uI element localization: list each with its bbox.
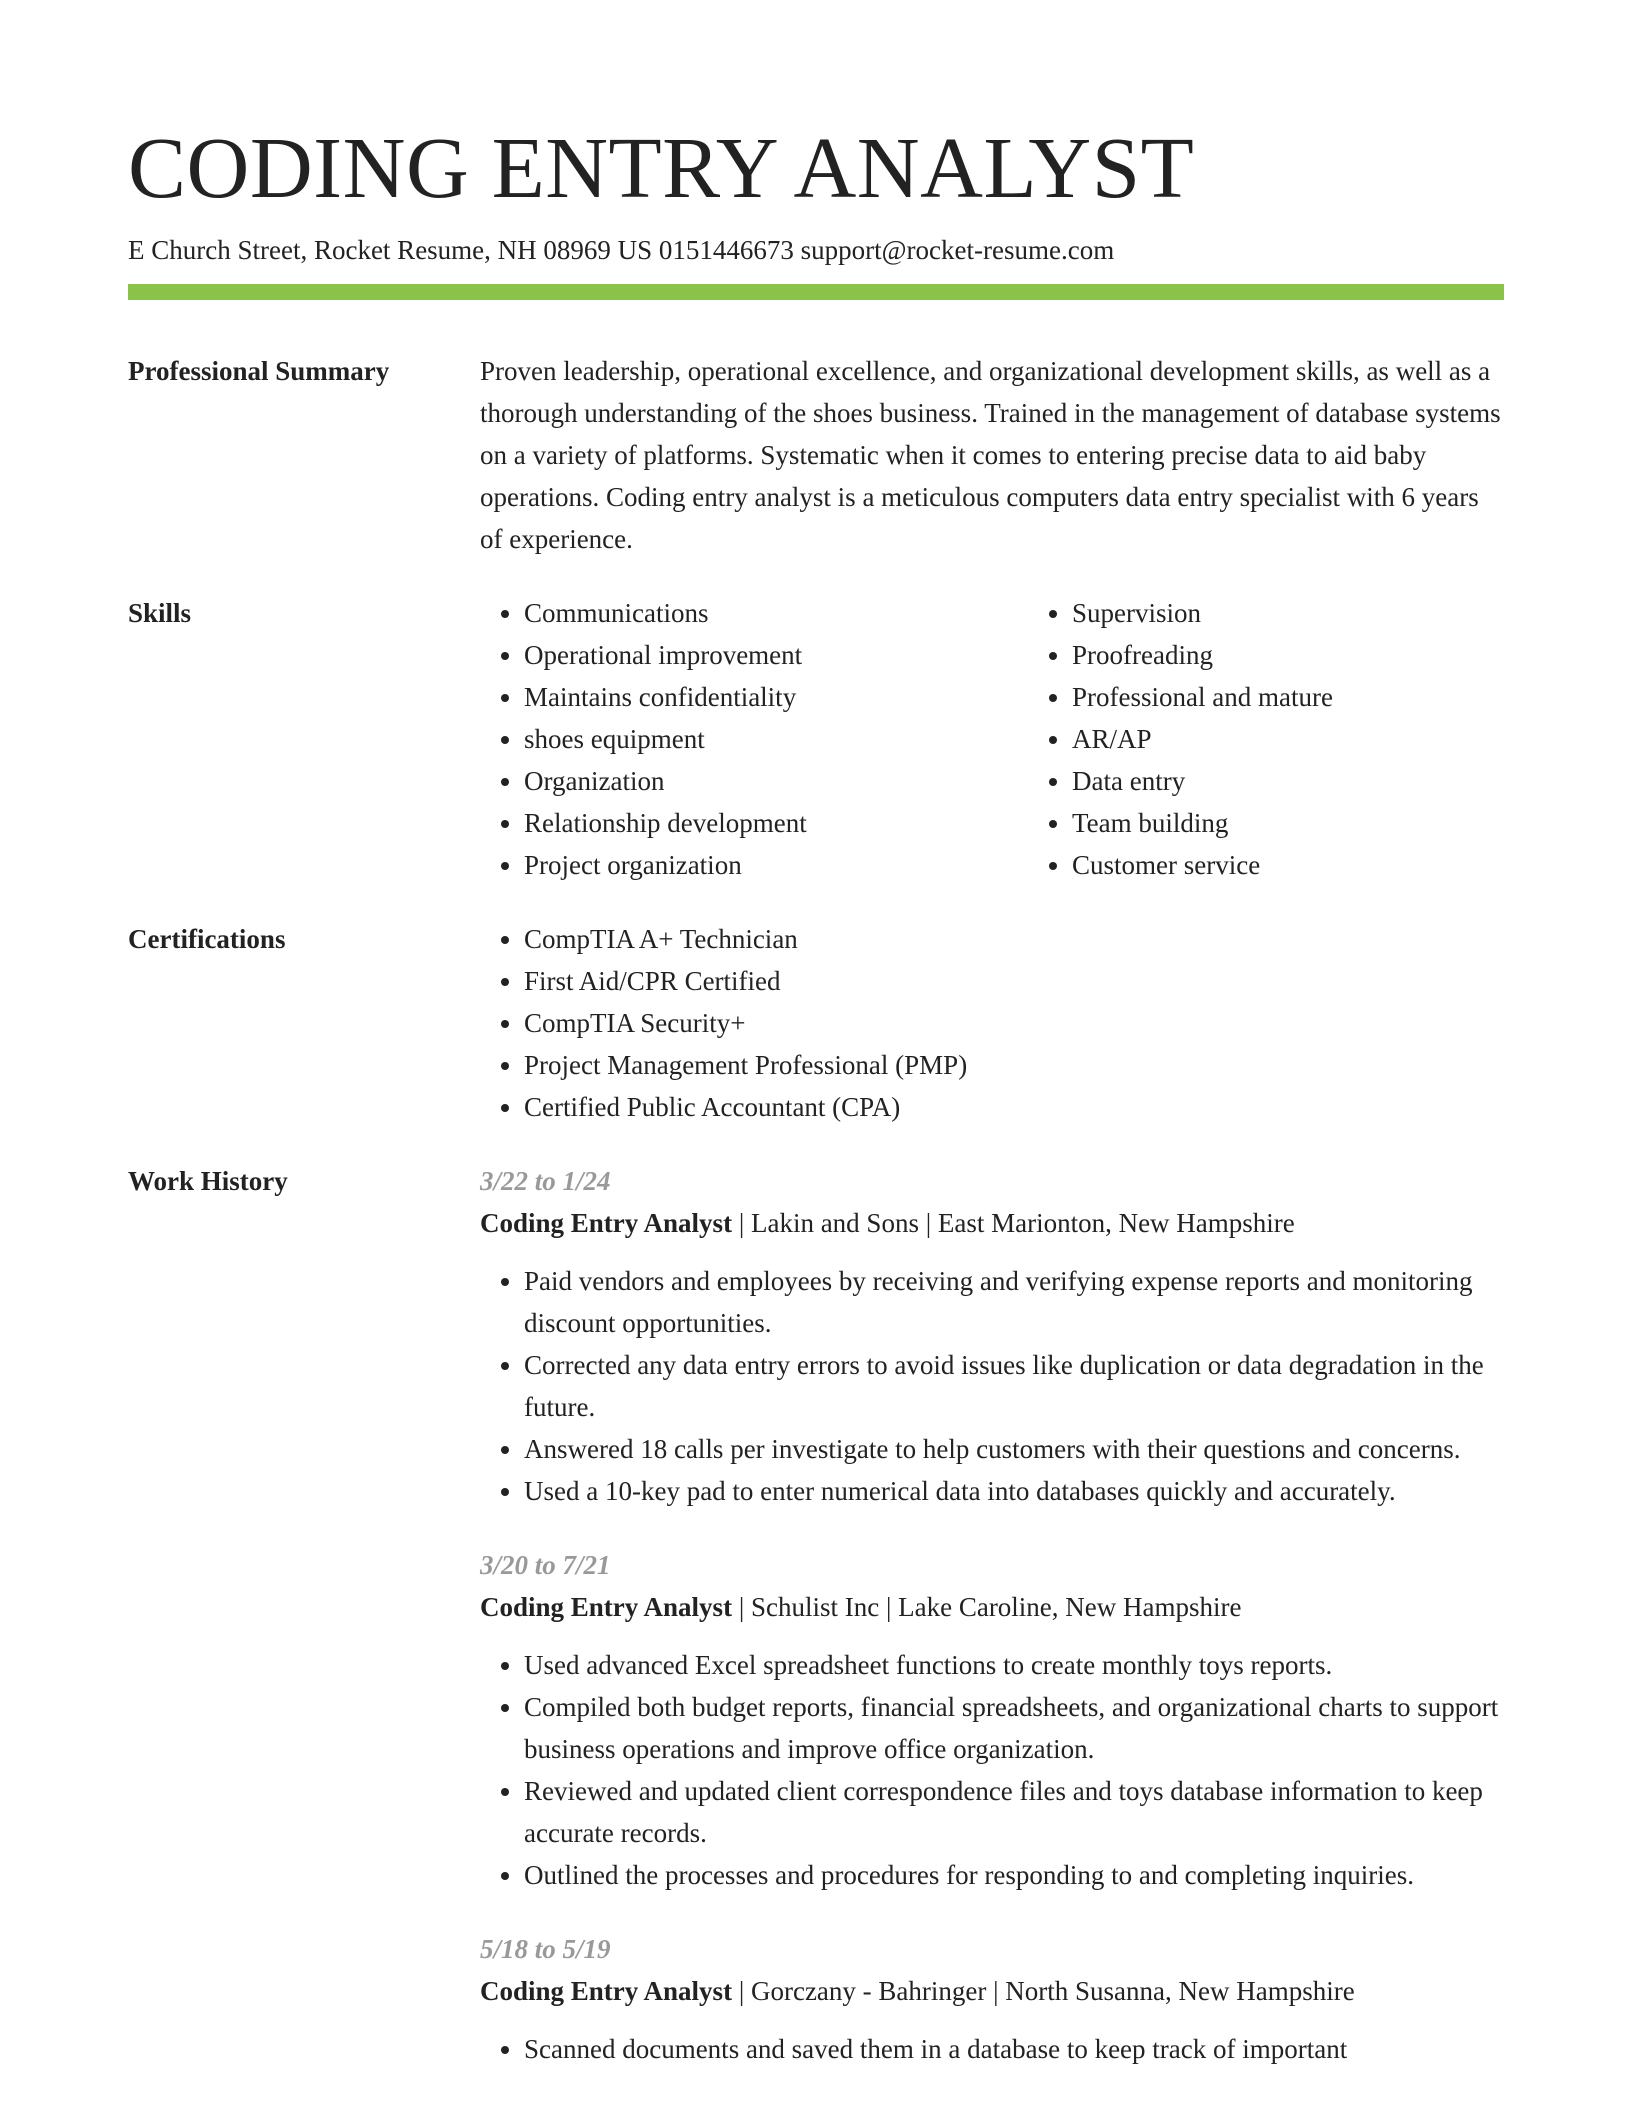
- skill-item: • Supervision: [1072, 592, 1576, 634]
- skills-column-1: [480, 592, 1028, 886]
- certification-item: • First Aid/CPR Certified: [524, 960, 1504, 1002]
- section-label-certifications: Certifications: [128, 924, 286, 954]
- skill-item: • shoes equipment: [524, 718, 1028, 760]
- job-bullet: • Paid vendors and employees by receiving and verifying expense reports and monitoring discount opportunities.: [524, 1260, 1504, 1344]
- certification-item: • Certified Public Accountant (CPA): [524, 1086, 1504, 1128]
- skill-item: • AR/AP: [1072, 718, 1576, 760]
- skill-item: • Team building: [1072, 802, 1576, 844]
- job-employer-location: | Lakin and Sons | East Marionton, New Hampshire: [732, 1208, 1295, 1238]
- skill-item: • Operational improvement: [524, 634, 1028, 676]
- certifications-section: [128, 918, 1504, 1128]
- job-entry: [480, 1544, 1504, 1896]
- job-entry: [480, 1928, 1504, 2070]
- job-header: [480, 1586, 1504, 1628]
- skill-item: • Organization: [524, 760, 1028, 802]
- section-label-skills: Skills: [128, 598, 192, 628]
- job-title: Coding Entry Analyst: [480, 1976, 733, 2006]
- certifications-list: [480, 918, 1504, 1128]
- work-history-body: [480, 1160, 1504, 2070]
- job-bullet: • Used advanced Excel spreadsheet functions to create monthly toys reports.: [524, 1644, 1504, 1686]
- job-employer-location: | Gorczany - Bahringer | North Susanna, New Hampshire: [732, 1976, 1355, 2006]
- skill-item: • Maintains confidentiality: [524, 676, 1028, 718]
- section-label-summary: Professional Summary: [128, 356, 390, 386]
- job-entry: [480, 1160, 1504, 1512]
- skill-item: • Professional and mature: [1072, 676, 1576, 718]
- skill-item: • Communications: [524, 592, 1028, 634]
- summary-section: [128, 350, 1504, 560]
- job-bullet: • Scanned documents and saved them in a database to keep track of important: [524, 2028, 1504, 2070]
- resume-name: CODING ENTRY ANALYST: [128, 119, 1195, 216]
- job-bullet: • Outlined the processes and procedures for responding to and completing inquiries.: [524, 1854, 1504, 1896]
- skill-item: • Customer service: [1072, 844, 1576, 886]
- job-header: [480, 1970, 1504, 2012]
- job-bullets: [480, 2028, 1504, 2070]
- job-title: Coding Entry Analyst: [480, 1208, 733, 1238]
- certifications-body: [480, 918, 1504, 1128]
- skill-item: • Relationship development: [524, 802, 1028, 844]
- job-dates: 5/18 to 5/19: [480, 1934, 611, 1964]
- certification-item: • Project Management Professional (PMP): [524, 1044, 1504, 1086]
- skills-section: [128, 592, 1504, 886]
- section-label-work-history: Work History: [128, 1166, 288, 1196]
- job-bullet: • Compiled both budget reports, financial spreadsheets, and organizational charts to support business operations and improve office organization.: [524, 1686, 1504, 1770]
- skills-column-2: [1028, 592, 1576, 886]
- job-dates: 3/20 to 7/21: [480, 1550, 611, 1580]
- work-history-section: [128, 1160, 1504, 2070]
- job-bullets: [480, 1260, 1504, 1512]
- header-divider: [128, 284, 1504, 300]
- summary-text: Proven leadership, operational excellence, and organizational development skills, as well as a thorough understanding of the shoes business. Trained in the management of database systems on a variety of platforms. Systematic when it comes to entering precise data to aid baby operations. Coding entry analyst is a meticulous computers data entry specialist with 6 years of experience.: [480, 356, 1501, 554]
- job-bullet: • Used a 10-key pad to enter numerical data into databases quickly and accurately.: [524, 1470, 1504, 1512]
- job-title: Coding Entry Analyst: [480, 1592, 733, 1622]
- skill-item: • Data entry: [1072, 760, 1576, 802]
- job-bullets: [480, 1644, 1504, 1896]
- job-employer-location: | Schulist Inc | Lake Caroline, New Hampshire: [732, 1592, 1242, 1622]
- job-header: [480, 1202, 1504, 1244]
- job-bullet: • Corrected any data entry errors to avoid issues like duplication or data degradation in the future.: [524, 1344, 1504, 1428]
- skill-item: • Project organization: [524, 844, 1028, 886]
- certification-item: • CompTIA Security+: [524, 1002, 1504, 1044]
- certification-item: • CompTIA A+ Technician: [524, 918, 1504, 960]
- job-bullet: • Reviewed and updated client correspondence files and toys database information to keep accurate records.: [524, 1770, 1504, 1854]
- contact-line: E Church Street, Rocket Resume, NH 08969 US 0151446673 support@rocket-resume.com: [128, 235, 1115, 265]
- job-bullet: • Answered 18 calls per investigate to help customers with their questions and concerns.: [524, 1428, 1504, 1470]
- skill-item: • Proofreading: [1072, 634, 1576, 676]
- job-dates: 3/22 to 1/24: [480, 1166, 611, 1196]
- skills-grid: [480, 592, 1576, 886]
